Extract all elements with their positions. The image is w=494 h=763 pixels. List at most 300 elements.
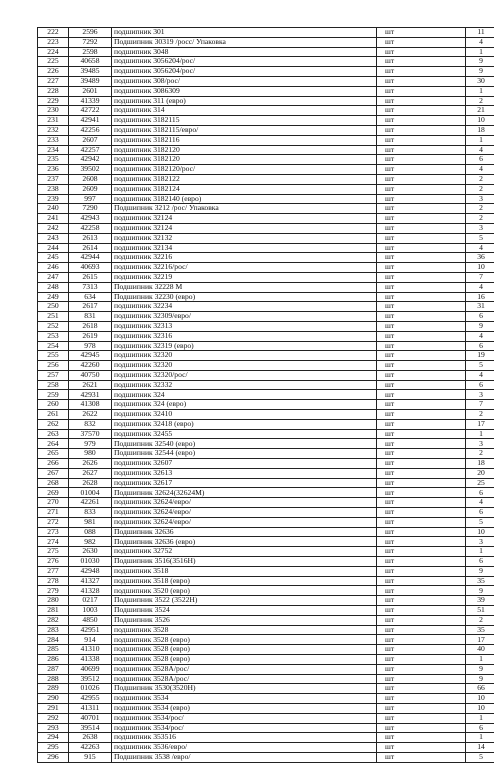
item-name: подшипник 311 (евро): [112, 96, 377, 106]
unit-of-measure: шт: [377, 752, 466, 762]
item-code: 40658: [69, 57, 112, 67]
item-code: 42258: [69, 223, 112, 233]
quantity: 1: [466, 47, 494, 57]
table-row: [38, 155, 494, 165]
item-name: подшипник 3182115: [112, 116, 377, 126]
unit-of-measure: шт: [377, 361, 466, 371]
unit-of-measure: шт: [377, 47, 466, 57]
item-code: 42948: [69, 566, 112, 576]
item-name: подшипник 32313: [112, 321, 377, 331]
item-code: 41310: [69, 645, 112, 655]
unit-of-measure: шт: [377, 449, 466, 459]
row-number: 296: [38, 752, 69, 762]
item-name: подшипник 32219: [112, 272, 377, 282]
item-code: 2622: [69, 410, 112, 420]
item-code: 2630: [69, 547, 112, 557]
row-number: 236: [38, 165, 69, 175]
table-row: [38, 302, 494, 312]
item-name: подшипник 32418 (евро): [112, 419, 377, 429]
quantity: 2: [466, 204, 494, 214]
unit-of-measure: шт: [377, 419, 466, 429]
quantity: 9: [466, 67, 494, 77]
row-number: 293: [38, 723, 69, 733]
row-number: 272: [38, 517, 69, 527]
table-row: [38, 527, 494, 537]
row-number: 250: [38, 302, 69, 312]
unit-of-measure: шт: [377, 488, 466, 498]
quantity: 20: [466, 468, 494, 478]
item-name: Подшипник 3522 (3522Н): [112, 596, 377, 606]
item-name: подшипник 3182140 (евро): [112, 194, 377, 204]
unit-of-measure: шт: [377, 596, 466, 606]
unit-of-measure: шт: [377, 655, 466, 665]
quantity: 9: [466, 321, 494, 331]
unit-of-measure: шт: [377, 253, 466, 263]
unit-of-measure: шт: [377, 703, 466, 713]
quantity: 5: [466, 517, 494, 527]
row-number: 247: [38, 272, 69, 282]
table-row: [38, 223, 494, 233]
table-row: [38, 47, 494, 57]
row-number: 231: [38, 116, 69, 126]
table-row: [38, 135, 494, 145]
unit-of-measure: шт: [377, 96, 466, 106]
unit-of-measure: шт: [377, 390, 466, 400]
row-number: 228: [38, 86, 69, 96]
unit-of-measure: шт: [377, 165, 466, 175]
row-number: 290: [38, 694, 69, 704]
row-number: 244: [38, 243, 69, 253]
item-code: 39502: [69, 165, 112, 175]
item-name: Подшипник 3530(3520Н): [112, 684, 377, 694]
quantity: 66: [466, 684, 494, 694]
unit-of-measure: шт: [377, 517, 466, 527]
table-row: [38, 674, 494, 684]
item-code: 42931: [69, 390, 112, 400]
item-name: Подшипник 32228 М: [112, 282, 377, 292]
table-row: [38, 253, 494, 263]
row-number: 263: [38, 429, 69, 439]
unit-of-measure: шт: [377, 312, 466, 322]
item-name: Подшипник 32636: [112, 527, 377, 537]
row-number: 264: [38, 439, 69, 449]
quantity: 2: [466, 214, 494, 224]
item-code: 39514: [69, 723, 112, 733]
unit-of-measure: шт: [377, 635, 466, 645]
table-row: [38, 410, 494, 420]
unit-of-measure: шт: [377, 341, 466, 351]
item-code: 2614: [69, 243, 112, 253]
table-row: [38, 67, 494, 77]
table-row: [38, 498, 494, 508]
unit-of-measure: шт: [377, 625, 466, 635]
item-name: подшипник 301: [112, 28, 377, 38]
table-row: [38, 429, 494, 439]
quantity: 5: [466, 361, 494, 371]
item-name: подшипник 3182120/рос/: [112, 165, 377, 175]
item-code: 42945: [69, 351, 112, 361]
row-number: 223: [38, 37, 69, 47]
row-number: 245: [38, 253, 69, 263]
unit-of-measure: шт: [377, 223, 466, 233]
item-code: 833: [69, 508, 112, 518]
item-name: подшипник 353516: [112, 733, 377, 743]
table-row: [38, 557, 494, 567]
quantity: 2: [466, 410, 494, 420]
table-row: [38, 615, 494, 625]
quantity: 51: [466, 606, 494, 616]
row-number: 287: [38, 664, 69, 674]
row-number: 295: [38, 743, 69, 753]
unit-of-measure: шт: [377, 468, 466, 478]
unit-of-measure: шт: [377, 76, 466, 86]
table-row: [38, 194, 494, 204]
table-row: [38, 292, 494, 302]
row-number: 249: [38, 292, 69, 302]
item-code: 2607: [69, 135, 112, 145]
item-name: подшипник 32124: [112, 214, 377, 224]
table-row: [38, 537, 494, 547]
table-row: [38, 174, 494, 184]
item-code: 2608: [69, 174, 112, 184]
item-name: подшипник 3528: [112, 625, 377, 635]
item-code: 2615: [69, 272, 112, 282]
table-row: [38, 508, 494, 518]
row-number: 254: [38, 341, 69, 351]
row-number: 238: [38, 184, 69, 194]
unit-of-measure: шт: [377, 145, 466, 155]
unit-of-measure: шт: [377, 380, 466, 390]
quantity: 39: [466, 596, 494, 606]
table-row: [38, 312, 494, 322]
quantity: 9: [466, 664, 494, 674]
table-row: [38, 400, 494, 410]
item-name: подшипник 3518 (евро): [112, 576, 377, 586]
table-row: [38, 37, 494, 47]
unit-of-measure: шт: [377, 537, 466, 547]
item-code: 2627: [69, 468, 112, 478]
row-number: 259: [38, 390, 69, 400]
unit-of-measure: шт: [377, 410, 466, 420]
item-name: подшипник 3056204/рос/: [112, 67, 377, 77]
quantity: 1: [466, 655, 494, 665]
quantity: 1: [466, 547, 494, 557]
unit-of-measure: шт: [377, 28, 466, 38]
item-code: 41327: [69, 576, 112, 586]
unit-of-measure: шт: [377, 508, 466, 518]
quantity: 3: [466, 223, 494, 233]
unit-of-measure: шт: [377, 194, 466, 204]
table-row: [38, 380, 494, 390]
unit-of-measure: шт: [377, 214, 466, 224]
unit-of-measure: шт: [377, 135, 466, 145]
item-name: подшипник 32309/евро/: [112, 312, 377, 322]
item-name: Подшипник 3526: [112, 615, 377, 625]
quantity: 10: [466, 703, 494, 713]
table-row: [38, 664, 494, 674]
quantity: 6: [466, 557, 494, 567]
unit-of-measure: шт: [377, 233, 466, 243]
quantity: 1: [466, 429, 494, 439]
unit-of-measure: шт: [377, 713, 466, 723]
unit-of-measure: шт: [377, 106, 466, 116]
quantity: 4: [466, 165, 494, 175]
row-number: 270: [38, 498, 69, 508]
quantity: 40: [466, 645, 494, 655]
unit-of-measure: шт: [377, 292, 466, 302]
unit-of-measure: шт: [377, 116, 466, 126]
table-row: [38, 86, 494, 96]
item-code: 41311: [69, 703, 112, 713]
quantity: 7: [466, 400, 494, 410]
table-row: [38, 635, 494, 645]
row-number: 271: [38, 508, 69, 518]
item-name: подшипник 3528 (евро): [112, 635, 377, 645]
item-name: подшипник 32624/евро/: [112, 517, 377, 527]
item-name: подшипник 32216/рос/: [112, 263, 377, 273]
item-code: 088: [69, 527, 112, 537]
table-row: [38, 282, 494, 292]
item-code: 2619: [69, 331, 112, 341]
unit-of-measure: шт: [377, 439, 466, 449]
row-number: 227: [38, 76, 69, 86]
row-number: 260: [38, 400, 69, 410]
item-code: 41308: [69, 400, 112, 410]
row-number: 255: [38, 351, 69, 361]
table-row: [38, 625, 494, 635]
table-row: [38, 165, 494, 175]
row-number: 226: [38, 67, 69, 77]
row-number: 278: [38, 576, 69, 586]
item-name: Подшипник 30319 /росс/ Упаковка: [112, 37, 377, 47]
item-name: подшипник 3528А/рос/: [112, 664, 377, 674]
row-number: 277: [38, 566, 69, 576]
item-name: Подшипник 3538 /евро/: [112, 752, 377, 762]
item-name: Подшипник 3516(3516Н): [112, 557, 377, 567]
quantity: 4: [466, 370, 494, 380]
item-name: Подшипник 3524: [112, 606, 377, 616]
item-code: 42257: [69, 145, 112, 155]
item-name: подшипник 3182120: [112, 145, 377, 155]
quantity: 5: [466, 233, 494, 243]
quantity: 1: [466, 135, 494, 145]
quantity: 14: [466, 743, 494, 753]
unit-of-measure: шт: [377, 576, 466, 586]
row-number: 234: [38, 145, 69, 155]
item-code: 01026: [69, 684, 112, 694]
unit-of-measure: шт: [377, 478, 466, 488]
quantity: 1: [466, 713, 494, 723]
unit-of-measure: шт: [377, 498, 466, 508]
item-code: 42260: [69, 361, 112, 371]
table-row: [38, 233, 494, 243]
unit-of-measure: шт: [377, 566, 466, 576]
item-code: 40701: [69, 713, 112, 723]
quantity: 9: [466, 674, 494, 684]
table-row: [38, 488, 494, 498]
row-number: 279: [38, 586, 69, 596]
row-number: 257: [38, 370, 69, 380]
row-number: 261: [38, 410, 69, 420]
item-name: подшипник 3520 (евро): [112, 586, 377, 596]
item-name: подшипник 3182120: [112, 155, 377, 165]
unit-of-measure: шт: [377, 174, 466, 184]
item-code: 2618: [69, 321, 112, 331]
unit-of-measure: шт: [377, 125, 466, 135]
item-name: Подшипник 32544 (евро): [112, 449, 377, 459]
row-number: 229: [38, 96, 69, 106]
row-number: 281: [38, 606, 69, 616]
item-code: 39485: [69, 67, 112, 77]
quantity: 9: [466, 57, 494, 67]
row-number: 251: [38, 312, 69, 322]
row-number: 230: [38, 106, 69, 116]
quantity: 19: [466, 351, 494, 361]
unit-of-measure: шт: [377, 321, 466, 331]
row-number: 292: [38, 713, 69, 723]
table-row: [38, 204, 494, 214]
item-name: подшипник 3518: [112, 566, 377, 576]
item-code: 634: [69, 292, 112, 302]
table-row: [38, 106, 494, 116]
quantity: 10: [466, 527, 494, 537]
item-name: подшипник 32316: [112, 331, 377, 341]
table-row: [38, 341, 494, 351]
item-code: 39489: [69, 76, 112, 86]
item-name: подшипник 308/рос/: [112, 76, 377, 86]
unit-of-measure: шт: [377, 645, 466, 655]
table-row: [38, 743, 494, 753]
quantity: 7: [466, 272, 494, 282]
item-name: подшипник 32132: [112, 233, 377, 243]
item-code: 42256: [69, 125, 112, 135]
item-code: 42943: [69, 214, 112, 224]
item-name: подшипник 3182124: [112, 184, 377, 194]
quantity: 6: [466, 380, 494, 390]
row-number: 294: [38, 733, 69, 743]
row-number: 256: [38, 361, 69, 371]
item-name: подшипник 3182115/евро/: [112, 125, 377, 135]
row-number: 239: [38, 194, 69, 204]
inventory-table-body: [38, 28, 494, 763]
table-row: [38, 145, 494, 155]
row-number: 280: [38, 596, 69, 606]
table-row: [38, 684, 494, 694]
quantity: 2: [466, 174, 494, 184]
quantity: 4: [466, 282, 494, 292]
quantity: 17: [466, 635, 494, 645]
quantity: 9: [466, 586, 494, 596]
item-name: подшипник 32216: [112, 253, 377, 263]
item-code: 982: [69, 537, 112, 547]
row-number: 237: [38, 174, 69, 184]
item-name: подшипник 32320: [112, 361, 377, 371]
item-code: 42941: [69, 116, 112, 126]
quantity: 6: [466, 341, 494, 351]
table-row: [38, 184, 494, 194]
unit-of-measure: шт: [377, 37, 466, 47]
item-code: 42944: [69, 253, 112, 263]
item-code: 42722: [69, 106, 112, 116]
quantity: 30: [466, 76, 494, 86]
unit-of-measure: шт: [377, 86, 466, 96]
item-name: подшипник 314: [112, 106, 377, 116]
unit-of-measure: шт: [377, 527, 466, 537]
row-number: 289: [38, 684, 69, 694]
table-row: [38, 370, 494, 380]
unit-of-measure: шт: [377, 586, 466, 596]
table-row: [38, 459, 494, 469]
quantity: 6: [466, 508, 494, 518]
item-code: 4850: [69, 615, 112, 625]
quantity: 6: [466, 488, 494, 498]
item-code: 2596: [69, 28, 112, 38]
row-number: 248: [38, 282, 69, 292]
item-code: 979: [69, 439, 112, 449]
quantity: 6: [466, 723, 494, 733]
item-name: Подшипник 3212 /рос/ Упаковка: [112, 204, 377, 214]
quantity: 4: [466, 243, 494, 253]
item-code: 2628: [69, 478, 112, 488]
item-name: подшипник 32613: [112, 468, 377, 478]
unit-of-measure: шт: [377, 57, 466, 67]
item-code: 832: [69, 419, 112, 429]
item-name: подшипник 32134: [112, 243, 377, 253]
quantity: 6: [466, 155, 494, 165]
unit-of-measure: шт: [377, 743, 466, 753]
unit-of-measure: шт: [377, 184, 466, 194]
row-number: 240: [38, 204, 69, 214]
table-row: [38, 606, 494, 616]
item-code: 7292: [69, 37, 112, 47]
unit-of-measure: шт: [377, 547, 466, 557]
item-code: 42955: [69, 694, 112, 704]
quantity: 18: [466, 459, 494, 469]
unit-of-measure: шт: [377, 459, 466, 469]
unit-of-measure: шт: [377, 429, 466, 439]
row-number: 225: [38, 57, 69, 67]
table-row: [38, 449, 494, 459]
table-row: [38, 321, 494, 331]
row-number: 275: [38, 547, 69, 557]
quantity: 35: [466, 576, 494, 586]
row-number: 283: [38, 625, 69, 635]
quantity: 1: [466, 86, 494, 96]
item-code: 997: [69, 194, 112, 204]
row-number: 243: [38, 233, 69, 243]
unit-of-measure: шт: [377, 606, 466, 616]
table-row: [38, 351, 494, 361]
item-name: подшипник 3182122: [112, 174, 377, 184]
table-row: [38, 243, 494, 253]
row-number: 232: [38, 125, 69, 135]
table-row: [38, 586, 494, 596]
item-code: 915: [69, 752, 112, 762]
unit-of-measure: шт: [377, 684, 466, 694]
item-name: подшипник 3048: [112, 47, 377, 57]
table-row: [38, 361, 494, 371]
quantity: 9: [466, 566, 494, 576]
item-name: подшипник 3534/рос/: [112, 723, 377, 733]
table-row: [38, 76, 494, 86]
item-name: подшипник 32607: [112, 459, 377, 469]
item-code: 7290: [69, 204, 112, 214]
item-code: 2617: [69, 302, 112, 312]
item-code: 40750: [69, 370, 112, 380]
item-name: подшипник 32455: [112, 429, 377, 439]
quantity: 16: [466, 292, 494, 302]
unit-of-measure: шт: [377, 733, 466, 743]
